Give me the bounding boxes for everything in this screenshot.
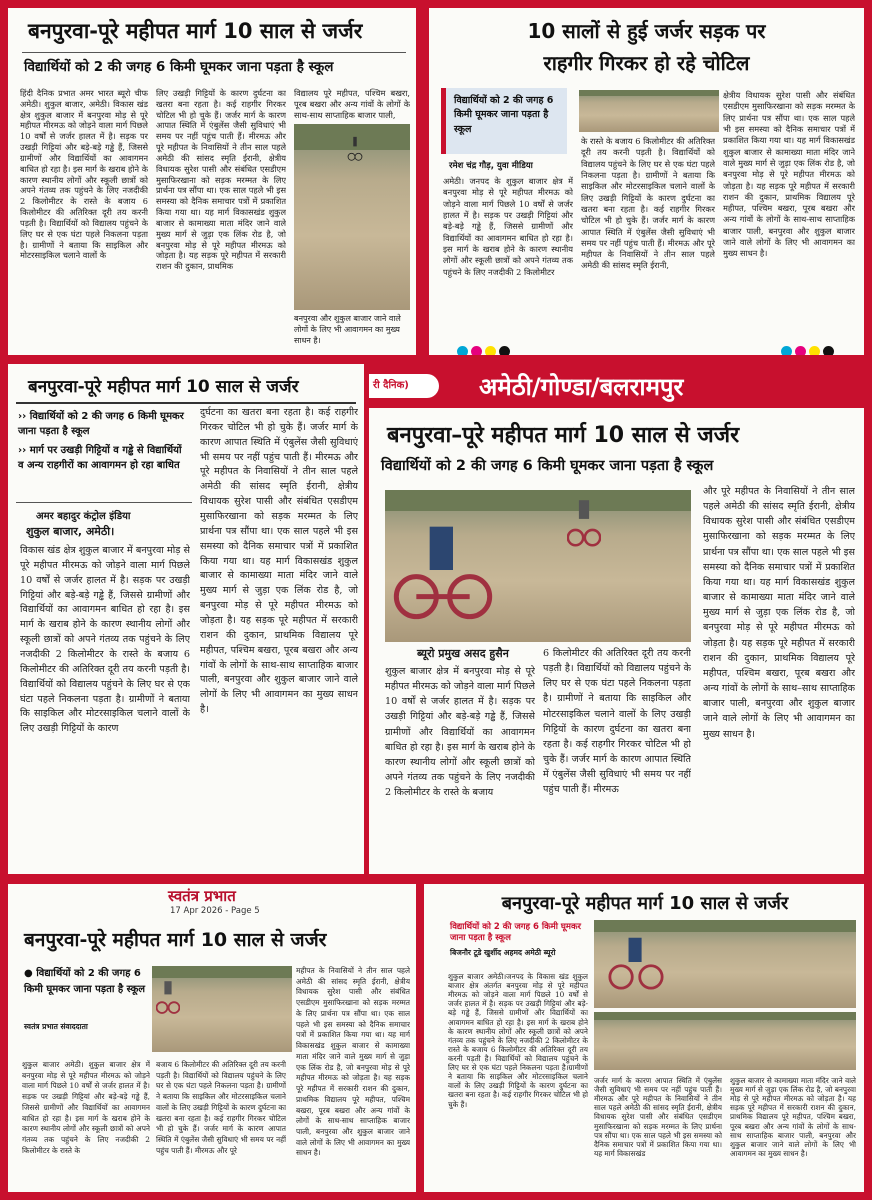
clip3-column-1: विकास खंड क्षेत्र शुकुल बाजार में बनपुरवा मोड़ से पूरे महीपत मीरमऊ को जोड़ने वाला मार्ग पिछले 10 वर्षों से जर्जर हालत में है। सड़क पर उखड़ी गिट्टियां और बड़े-बड़े गड्ढे हैं, जिससे ग्रामीणों और विद्यार्थियों का आवागमन बाधित हो रहा है। इस मार्ग के खराब होने के कारण स्थानीय लोगों और स्कूली छात्रों को अपने गंतव्य तक पहुंचने के लिए नजदीकी 2 किलोमीटर के रास्ते के बजाय 6 किलोमीटर की अतिरिक्त दूरी तय करनी पड़ती है। विद्यार्थियों को विद्यालय पहुंचने के लिए घर से एक घंटा पहले निकलना पड़ता है। ग्रामीणों ने बताया कि साइकिल और मोटरसाइकिल चलाने वालों के लिए उखड़ी गिट्टियों के कारण (20, 545, 190, 735)
clip1-column-3-lead: विद्यालय पूरे महीपत, पश्चिम बखरा, पूरब बखरा और अन्य गांवों के लोगों के साथ-साथ साप्ताहिक बाजार पाली, (294, 88, 410, 120)
clip1-subhead: विद्यार्थियों को 2 की जगह 6 किमी घूमकर जाना पड़ता है स्कूल (24, 59, 334, 75)
print-registration-marks (457, 342, 513, 355)
rule (16, 402, 356, 404)
clip6-column-2: जर्जर मार्ग के कारण आपात स्थिति में एंबुलेंस जैसी सुविधाएं भी समय पर नहीं पहुंच पाती हैं।मीरमऊ और पूरे महीपत के निवासियों ने तीन साल पहले अमेठी की सांसद स्मृति ईरानी, क्षेत्रीय विधायक सुरेश पासी और संबंधित एसडीएम मुसाफिरखाना को सड़क मरम्मत के लिए प्रार्थना पत्र सौंपा था। एक साल पहले भी इस समस्या को दैनिक समाचार पत्रों में प्रकाशित किया गया था। यह मार्ग विकासखंड (594, 1076, 722, 1158)
clip1-column-2: लिए उखड़ी गिट्टियों के कारण दुर्घटना का खतरा बना रहता है। कई राहगीर गिरकर चोटिल भी हो चुके हैं। जर्जर मार्ग के कारण आपात स्थिति में एंबुलेंस जैसी सुविधाएं भी समय पर नहीं पहुंच पाती हैं। मीरमऊ और पूरे महीपत के निवासियों ने तीन साल पहले अमेठी की सांसद स्मृति ईरानी, क्षेत्रीय विधायक सुरेश पासी और संबंधित एसडीएम मुसाफिरखाना को सड़क मरम्मत के लिए प्रार्थना पत्र सौंपा था। एक साल पहले भी इस समस्या को दैनिक समाचार पत्रों में प्रकाशित किया गया था। यह मार्ग विकासखंड शुकुल बाजार से कामाख्या माता मंदिर जाने वाले मुख्य मार्ग से जुड़ा एक लिंक रोड है, जो बनपुरवा मोड़ से पूरे महीपत मीरमऊ को जोड़ता है। यह सड़क पूरे महीपत में सरकारी राशन की दुकान, प्राथमिक (156, 88, 286, 272)
clipping-3 (8, 364, 364, 874)
clip1-headline: बनपुरवा-पूरे महीपत मार्ग 10 साल से जर्जर (28, 19, 363, 43)
clip2-column-2: के रास्ते के बजाय 6 किलोमीटर की अतिरिक्त दूरी तय करनी पड़ती है। विद्यार्थियों को विद्यालय पहुंचने के लिए घर से एक घंटा पहले निकलना पड़ता है। ग्रामीणों ने बताया कि साइकिल और मोटरसाइकिल चलाने वालों के लिए उखड़ी गिट्टियों के कारण दुर्घटना का खतरा बना रहता है। कई राहगीर गिरकर चोटिल भी हो चुके हैं। जर्जर मार्ग के कारण आपात स्थिति में एंबुलेंस जैसी सुविधाएं भी समय पर नहीं पहुंच पाती हैं। मीरमऊ और पूरे महीपत के निवासियों ने तीन साल पहले अमेठी की सांसद स्मृति ईरानी, (581, 136, 715, 271)
clip4-subhead: विद्यार्थियों को 2 की जगह 6 किमी घूमकर जाना पड़ता है स्कूल (381, 458, 714, 474)
cyclist-figure (156, 976, 180, 1020)
clipping-5 (8, 884, 416, 1192)
road-photo (579, 90, 719, 132)
clip5-column-3: महीपत के निवासियों ने तीन साल पहले अमेठी की सांसद स्मृति ईरानी, क्षेत्रीय विधायक सुरेश पासी और संबंधित एसडीएम मुसाफिरखाना को सड़क मरम्मत के लिए प्रार्थना पत्र सौंपा था। एक साल पहले भी इस समस्या को दैनिक समाचार पत्रों में प्रकाशित किया गया था। यह मार्ग विकासखंड शुकुल बाजार से कामाख्या माता मंदिर जाने वाले मुख्य मार्ग से जुड़ा एक लिंक रोड है, जो बनपुरवा मोड़ से पूरे महीपत मीरमऊ को जोड़ता है। यह सड़क पूरे महीपत में सरकारी राशन की दुकान, प्राथमिक विद्यालय पूरे महीपत, पश्चिम बखरा, पूरब बखरा और अन्य गांवों के लोगों के साथ-साथ साप्ताहिक बाजार पाली, बनपुरवा और शुकुल बाजार जाने वाले लोगों के लिए भी आवागमन का मुख्य साधन है। (296, 966, 410, 1158)
clip4-headline: बनपुरवा–पूरे महीपत मार्ग 10 साल से जर्जर (387, 423, 740, 448)
rule (16, 502, 192, 503)
clip3-bullet-2: ›› मार्ग पर उखड़ी गिट्टियों व गड्ढे से विद्यार्थियों व अन्य राहगीरों का आवागमन हो रहा बाधित (18, 445, 182, 471)
road-photo (294, 124, 410, 310)
clipping-2 (429, 8, 864, 355)
rule (22, 52, 406, 53)
clip5-column-1: शुकुल बाजार अमेठी। शुकुल बाजार क्षेत्र में बनपुरवा मोड़ से पूरे महीपत मीरमऊ को जोड़ने वाला मार्ग पिछले 10 वर्षों से जर्जर हालत में है। सड़क पर उखड़ी गिट्टियां और बड़े-बड़े गड्ढे हैं, जिससे ग्रामीणों और विद्यार्थियों का आवागमन बाधित हो रहा है। इस मार्ग के खराब होने के कारण स्थानीय लोगों और स्कूली छात्रों को अपने गंतव्य तक पहुंचने के लिए नजदीकी 2 किलोमीटर के रास्ते के (22, 1060, 150, 1155)
clip6-byline: बिजनौर टूडे खुर्शीद अहमद अमेठी ब्यूरो (450, 948, 556, 957)
clip4-column-3: और पूरे महीपत के निवासियों ने तीन साल पहले अमेठी की सांसद स्मृति ईरानी, क्षेत्रीय विधायक सुरेश पासी और संबंधित एसडीएम मुसाफिरखाना को सड़क मरम्मत के लिए प्रार्थना पत्र सौंपा था। एक साल पहले भी इस समस्या को दैनिक समाचार पत्रों में प्रकाशित किया गया था। यह मार्ग विकासखंड शुकुल बाजार से कामाख्या माता मंदिर जाने वाले मुख्य मार्ग से जुड़ा एक लिंक रोड है, जो बनपुरवा मोड़ से पूरे महीपत मीरमऊ को जोड़ता है। यह सड़क पूरे महीपत में सरकारी राशन की दुकान, प्राथमिक विद्यालय पूरे महीपत, पश्चिम बखरा, पूरब बखरा और अन्य गांवों के लोगों के साथ–साथ साप्ताहिक बाजार पाली, बनपुरवा और शुकुल बाजार जाने वाले लोगों के लिए भी आवागमन का मुख्य साधन है। (703, 486, 855, 740)
clip5-masthead: स्वतंत्र प्रभात (168, 887, 236, 905)
print-registration-marks (781, 342, 837, 355)
road-photo (594, 1012, 856, 1070)
clip3-byline-place: शुकुल बाजार, अमेठी। (26, 525, 115, 538)
clip4-byline: ब्यूरो प्रमुख असद हुसैन (417, 647, 509, 660)
clipping-1 (8, 8, 416, 355)
clip2-headline-line2: राहगीर गिरकर हो रहे चोटिल (543, 51, 750, 75)
cyclist-figure (346, 136, 364, 162)
clip5-bullet: ● विद्यार्थियों को 2 की जगह 6 किमी घूमकर जाना पड़ता है स्कूल (24, 968, 146, 995)
clip2-box-text: विद्यार्थियों को 2 की जगह 6 किमी घूमकर जाना पड़ता है स्कूल (454, 95, 554, 135)
clip6-headline: बनपुरवा-पूरे महीपत मार्ग 10 साल से जर्जर (501, 893, 789, 914)
clip4-band-left: री दैनिक) (369, 374, 439, 398)
clip1-column-1: हिंदी दैनिक प्रभात अमर भारत ब्यूरो चीफ अमेठी। शुकुल बाजार, अमेठी। विकास खंड क्षेत्र शुकुल बाजार में बनपुरवा मोड़ से पूरे महीपत मीरमऊ को जोड़ने वाला मार्ग पिछले 10 वर्षों से जर्जर हालत में है। सड़क पर उखड़ी गिट्टियां और बड़े-बड़े गड्ढे हैं, जिससे ग्रामीणों और विद्यार्थियों का आवागमन बाधित हो रहा है। इस मार्ग के खराब होने के कारण स्थानीय लोगों और स्कूली छात्रों को अपने गंतव्य तक पहुंचने के लिए नजदीकी 2 किलोमीटर के रास्ते के बजाय 6 किलोमीटर की अतिरिक्त दूरी तय करनी पड़ती है। विद्यार्थियों को विद्यालय पहुंचने के लिए घर से एक घंटा पहले निकलना पड़ता है। ग्रामीणों ने बताया कि साइकिल और मोटरसाइकिल चलाने वालों के (20, 88, 148, 261)
clip2-highlight-box (441, 88, 567, 154)
clip5-dateline: 17 Apr 2026 - Page 5 (170, 906, 260, 916)
clip2-column-3: क्षेत्रीय विधायक सुरेश पासी और संबंधित एसडीएम मुसाफिरखाना को सड़क मरम्मत के लिए प्रार्थना पत्र सौंपा था। एक साल पहले भी इस समस्या को दैनिक समाचार पत्रों में प्रकाशित किया गया था। यह मार्ग विकासखंड शुकुल बाजार से कामाख्या माता मंदिर जाने वाले मुख्य मार्ग से जुड़ा एक लिंक रोड है, जो बनपुरवा मोड़ से पूरे महीपत मीरमऊ को जोड़ता है। यह सड़क पूरे महीपत में सरकारी राशन की दुकान, प्राथमिक विद्यालय पूरे महीपत, पश्चिम बखरा, पूरब बखरा और अन्य गांवों के लोगों के साथ-साथ साप्ताहिक बाजार पाली, बनपुरवा और शुकुल बाजार जाने वाले लोगों के लिए भी आवागमन का मुख्य साधन है। (723, 90, 855, 259)
cyclist-figure (393, 510, 493, 630)
clip3-bullet-1: ›› विद्यार्थियों को 2 की जगह 6 किमी घूमकर जाना पड़ता है स्कूल (18, 411, 184, 437)
clip2-column-1: अमेठी। जनपद के शुकुल बाजार क्षेत्र में बनपुरवा मोड़ से पूरे महीपत मीरमऊ को जोड़ने वाला मार्ग पिछले 10 वर्षों से जर्जर हालत में है। सड़क पर उखड़ी गिट्टियां और बड़े-बड़े गड्ढे हैं, जिससे ग्रामीणों और विद्यार्थियों का आवागमन बाधित हो रहा है। इस मार्ग के खराब होने के कारण स्थानीय लोगों और स्कूली छात्रों को अपने गंतव्य तक पहुंचने के लिए नजदीकी 2 किलोमीटर (443, 176, 573, 277)
clip6-red-subhead: विद्यार्थियों को 2 की जगह 6 किमी घूमकर जाना पड़ता है स्कूल (450, 922, 581, 944)
clip3-byline-name: अमर बहादुर कंट्रोल इंडिया (36, 511, 131, 522)
clip4-section-band (369, 364, 864, 408)
cyclist-photo (594, 920, 856, 1008)
clip1-photo-caption: बनपुरवा और शुकुल बाजार जाने वाले लोगों के लिए भी आवागमन का मुख्य साधन है। (294, 314, 401, 345)
clip5-headline: बनपुरवा-पूरे महीपत मार्ग 10 साल से जर्जर (24, 929, 327, 951)
clip4-column-2: 6 किलोमीटर की अतिरिक्त दूरी तय करनी पड़ती है। विद्यार्थियों को विद्यालय पहुंचने के लिए घर से एक घंटा पहले निकलना पड़ता है। ग्रामीणों ने बताया कि साइकिल और मोटरसाइकिल चलाने वालों के लिए उखड़ी गिट्टियों के कारण दुर्घटना का खतरा बना रहता है। कई राहगीर गिरकर चोटिल भी हो चुके हैं। जर्जर मार्ग के कारण आपात स्थिति में एंबुलेंस जैसी सुविधाएं भी समय पर नहीं पहुंच पाती हैं। मीरमऊ (543, 648, 691, 796)
cyclist-figure (567, 494, 601, 554)
cyclist-figure (608, 932, 664, 992)
clip6-column-1: शुकुल बाजार अमेठी।जनपद के विकास खंड शुकुल बाजार क्षेत्र अंतर्गत बनपुरवा मोड़ से पूरे महीपत मीरमऊ को जोड़ने वाला मार्ग पिछले 10 वर्षों से जर्जर हालत में है। सड़क पर उखड़ी गिट्टियां और बड़े-बड़े गड्ढे हैं, जिससे ग्रामीणों और विद्यार्थियों का आवागमन बाधित हो रहा है। इस मार्ग के खराब होने के कारण स्थानीय लोगों और स्कूली छात्रों को अपने गंतव्य तक पहुंचने के लिए नजदीकी 2 किलोमीटर के रास्ते के बजाय 6 किलोमीटर की अतिरिक्त दूरी तय करनी पड़ती है। विद्यार्थियों को विद्यालय पहुंचने के लिए घर से एक घंटा पहले निकलना पड़ता है।ग्रामीणों ने बताया कि साइकिल और मोटरसाइकिल चलाने वालों के लिए उखड़ी गिट्टियों के कारण दुर्घटना का खतरा बना रहता है। कई राहगीर गिरकर चोटिल भी हो चुके हैं। (448, 972, 588, 1109)
cyclist-photo (152, 966, 292, 1052)
clip4-band-title: अमेठी/गोण्डा/बलरामपुर (479, 373, 684, 401)
clipping-4 (369, 364, 864, 874)
clip3-column-2: दुर्घटना का खतरा बना रहता है। कई राहगीर गिरकर चोटिल भी हो चुके हैं। जर्जर मार्ग के कारण आपात स्थिति में एंबुलेंस जैसी सुविधाएं भी समय पर नहीं पहुंच पाती हैं। मीरमऊ और पूरे महीपत के निवासियों ने तीन साल पहले अमेठी की सांसद स्मृति ईरानी, क्षेत्रीय विधायक सुरेश पासी और संबंधित एसडीएम मुसाफिरखाना को सड़क मरम्मत के लिए प्रार्थना पत्र सौंपा था। एक साल पहले भी इस समस्या को दैनिक समाचार पत्रों में प्रकाशित किया गया था। यह मार्ग विकासखंड शुकुल बाजार से कामाख्या माता मंदिर जाने वाले मुख्य मार्ग से जुड़ा एक लिंक रोड है, जो बनपुरवा मोड़ से पूरे महीपत मीरमऊ को जोड़ता है। यह सड़क पूरे महीपत में सरकारी राशन की दुकान, प्राथमिक विद्यालय पूरे महीपत, पश्चिम बखरा, पूरब बखरा और अन्य गांवों के लोगों के साथ-साथ साप्ताहिक बाजार पाली, बनपुरवा और शुकुल बाजार जाने वाले लोगों के लिए भी आवागमन का मुख्य साधन है। (200, 407, 358, 716)
clip6-column-3: शुकुल बाजार से कामाख्या माता मंदिर जाने वाले मुख्य मार्ग से जुड़ा एक लिंक रोड है, जो बनपुरवा मोड़ से पूरे महीपत मीरमऊ को जोड़ता है। यह सड़क पूरे महीपत में सरकारी राशन की दुकान, प्राथमिक विद्यालय पूरे महीपत, पश्चिम बखरा, पूरब बखरा और अन्य गांवों के लोगों के साथ-साथ साप्ताहिक बाजार पाली, बनपुरवा और शुकुल बाजार जाने वाले लोगों के लिए भी आवागमन का मुख्य साधन है। (730, 1076, 856, 1158)
clip2-headline-line1: 10 सालों से हुई जर्जर सड़क पर (527, 19, 766, 43)
clip5-byline: स्वतंत्र प्रभात संवाददाता (24, 1022, 88, 1031)
clip4-column-1: शुकुल बाजार क्षेत्र में बनपुरवा मोड़ से पूरे महीपत मीरमऊ को जोड़ने वाला मार्ग पिछले 10 वर्षों से जर्जर हालत में है। सड़क पर उखड़ी गिट्टियां और बड़े-बड़े गड्ढे हैं, जिससे ग्रामीणों और विद्यार्थियों का आवागमन बाधित हो रहा है। इस मार्ग के खराब होने के कारण स्थानीय लोगों और स्कूली छात्रों को अपने गंतव्य तक पहुंचने के लिए नजदीकी 2 किलोमीटर के रास्ते के बजाय (385, 666, 535, 799)
clipping-6 (424, 884, 864, 1192)
cyclist-photo (385, 490, 691, 642)
clip5-column-2: बजाय 6 किलोमीटर की अतिरिक्त दूरी तय करनी पड़ती है। विद्यार्थियों को विद्यालय पहुंचने के लिए घर से एक घंटा पहले निकलना पड़ता है। ग्रामीणों ने बताया कि साइकिल और मोटरसाइकिल चलाने वालों के लिए उखड़ी गिट्टियों के कारण दुर्घटना का खतरा बना रहता है। कई राहगीर गिरकर चोटिल भी हो चुके हैं। जर्जर मार्ग के कारण आपात स्थिति में एंबुलेंस जैसी सुविधाएं भी समय पर नहीं पहुंच पाती हैं। मीरमऊ और पूरे (156, 1060, 286, 1155)
clip2-byline: रमेश चंद्र गौड़, युवा मीडिया (449, 161, 533, 171)
clip3-headline: बनपुरवा-पूरे महीपत मार्ग 10 साल से जर्जर (28, 377, 299, 397)
